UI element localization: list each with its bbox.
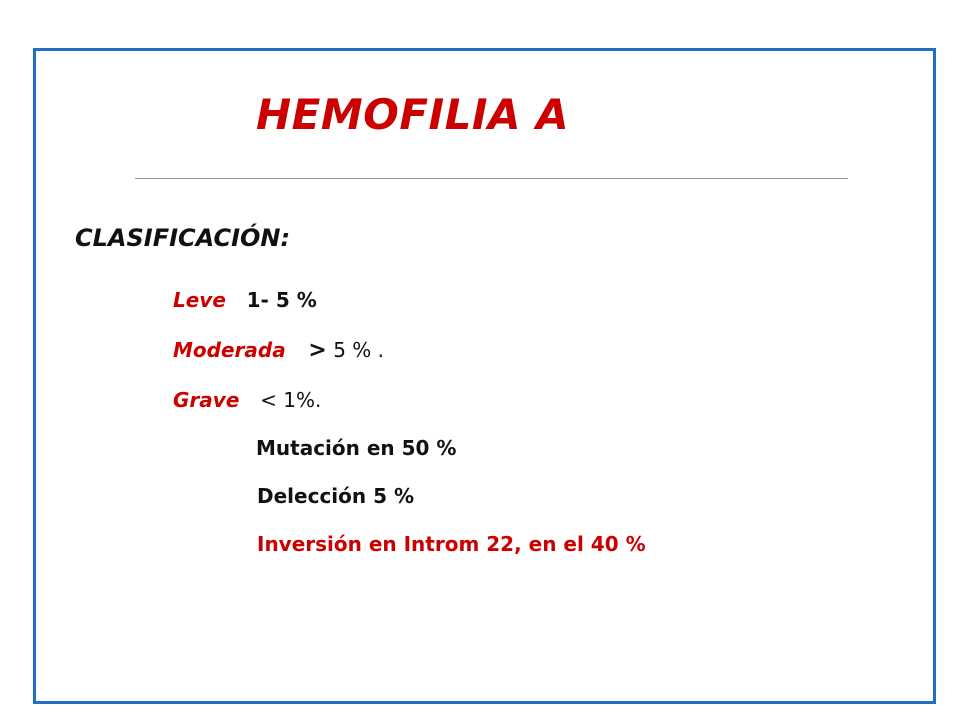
grave-value: < 1%. [260, 388, 322, 412]
moderada-label: Moderada [173, 338, 286, 362]
inversion-note: Inversión en Introm 22, en el 40 % [257, 532, 646, 556]
slide-frame [33, 48, 936, 704]
classification-heading: CLASIFICACIÓN: [75, 224, 291, 252]
moderada-value: 5 % . [333, 338, 385, 362]
greater-than-symbol: > [308, 338, 327, 363]
leve-value: 1- 5 % [246, 288, 317, 312]
leve-label: Leve [173, 288, 226, 312]
slide-title: HEMOFILIA A [256, 90, 570, 139]
mutacion-note: Mutación en 50 % [256, 436, 457, 460]
grave-row [173, 388, 321, 412]
moderada-row [173, 338, 384, 363]
title-divider [135, 178, 848, 179]
deleccion-note: Delección 5 % [257, 484, 415, 508]
grave-label: Grave [173, 388, 240, 412]
leve-row [173, 288, 317, 312]
